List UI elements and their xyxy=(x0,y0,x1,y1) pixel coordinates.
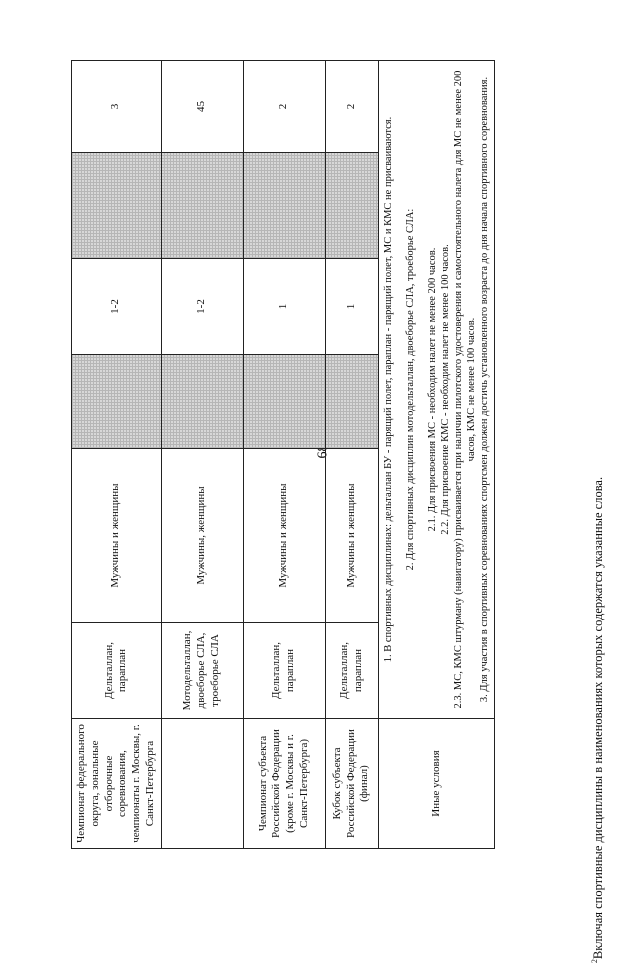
shaded-cell xyxy=(243,355,325,449)
places-cell: 1-2 xyxy=(72,259,162,355)
disciplines-cell: Дельталлан, параплан xyxy=(243,623,325,719)
places-cell: 1 xyxy=(325,259,378,355)
count-cell: 45 xyxy=(161,61,243,153)
disciplines-cell: Мотодельталлан, двоеборье СЛА, троеборье СЛА xyxy=(161,623,243,719)
note-line: 3. Для участия в спортивных соревнованиях спортсмен должен достичь установленного возраста до дня начала спортивного соревнования. xyxy=(479,76,491,703)
competition-cell: Чемпионат федерального округа, зональные отборочные соревнования, чемпионаты г. Москвы, г. Санкт-Петербурга xyxy=(72,719,162,849)
classification-table xyxy=(71,60,495,849)
note-line: 2.3. МС, КМС штурману (навигатору) присваивается при наличии пилотского удостоверения и самостоятельного налета для МС не менее 200 часов, КМС не менее 100 часов. xyxy=(453,70,478,709)
places-cell: 1-2 xyxy=(161,259,243,355)
competition-cell: Чемпионат субъекта Российской Федерации (кроме г. Москвы и г. Санкт-Петербурга) xyxy=(243,719,325,849)
gender-cell: Мужчины и женщины xyxy=(243,449,325,623)
gender-cell: Мужчины и женщины xyxy=(325,449,378,623)
shaded-cell xyxy=(161,355,243,449)
competition-cell xyxy=(161,719,243,849)
places-cell: 1 xyxy=(243,259,325,355)
other-conditions-notes xyxy=(378,61,495,719)
note-line: 2.1. Для присвоения МС - необходим налет не менее 200 часов. xyxy=(426,247,438,532)
table-row xyxy=(325,61,378,849)
note-gap xyxy=(417,65,426,714)
other-conditions-label: Иные условия xyxy=(378,719,495,849)
footnote-marker: 2 xyxy=(589,959,599,963)
footnote xyxy=(590,477,606,963)
count-cell: 2 xyxy=(243,61,325,153)
shaded-cell xyxy=(325,153,378,259)
note-gap xyxy=(395,65,404,714)
other-conditions-row xyxy=(378,61,495,849)
gender-cell: Мужчины, женщины xyxy=(161,449,243,623)
disciplines-cell: Дельталлан, параплан xyxy=(325,623,378,719)
disciplines-cell: Дельталлан, параплан xyxy=(72,623,162,719)
table-row xyxy=(161,61,243,849)
note-line: 2.2. Для присвоение КМС - необходим налет не менее 100 часов. xyxy=(439,244,451,535)
table-row xyxy=(72,61,162,849)
footnote-text: Включая спортивные дисциплины в наименованиях которых содержатся указанные слова. xyxy=(591,476,606,960)
gender-cell: Мужчины и женщины xyxy=(72,449,162,623)
shaded-cell xyxy=(325,355,378,449)
count-cell: 2 xyxy=(325,61,378,153)
competition-cell: Кубок субъекта Российской Федерации (финал) xyxy=(325,719,378,849)
rotated-table-page xyxy=(71,61,571,849)
note-line: 1. В спортивных дисциплинах: дельталлан БУ - парящий полет, параплан - парящий полет, МС и КМС не присваиваются. xyxy=(382,116,394,663)
shaded-cell xyxy=(72,153,162,259)
table-row xyxy=(243,61,325,849)
count-cell: 3 xyxy=(72,61,162,153)
shaded-cell xyxy=(243,153,325,259)
shaded-cell xyxy=(161,153,243,259)
shaded-cell xyxy=(72,355,162,449)
note-line: 2. Для спортивных дисциплин мотодельталлан, двоеборье СЛА, троеборье СЛА: xyxy=(404,208,416,571)
